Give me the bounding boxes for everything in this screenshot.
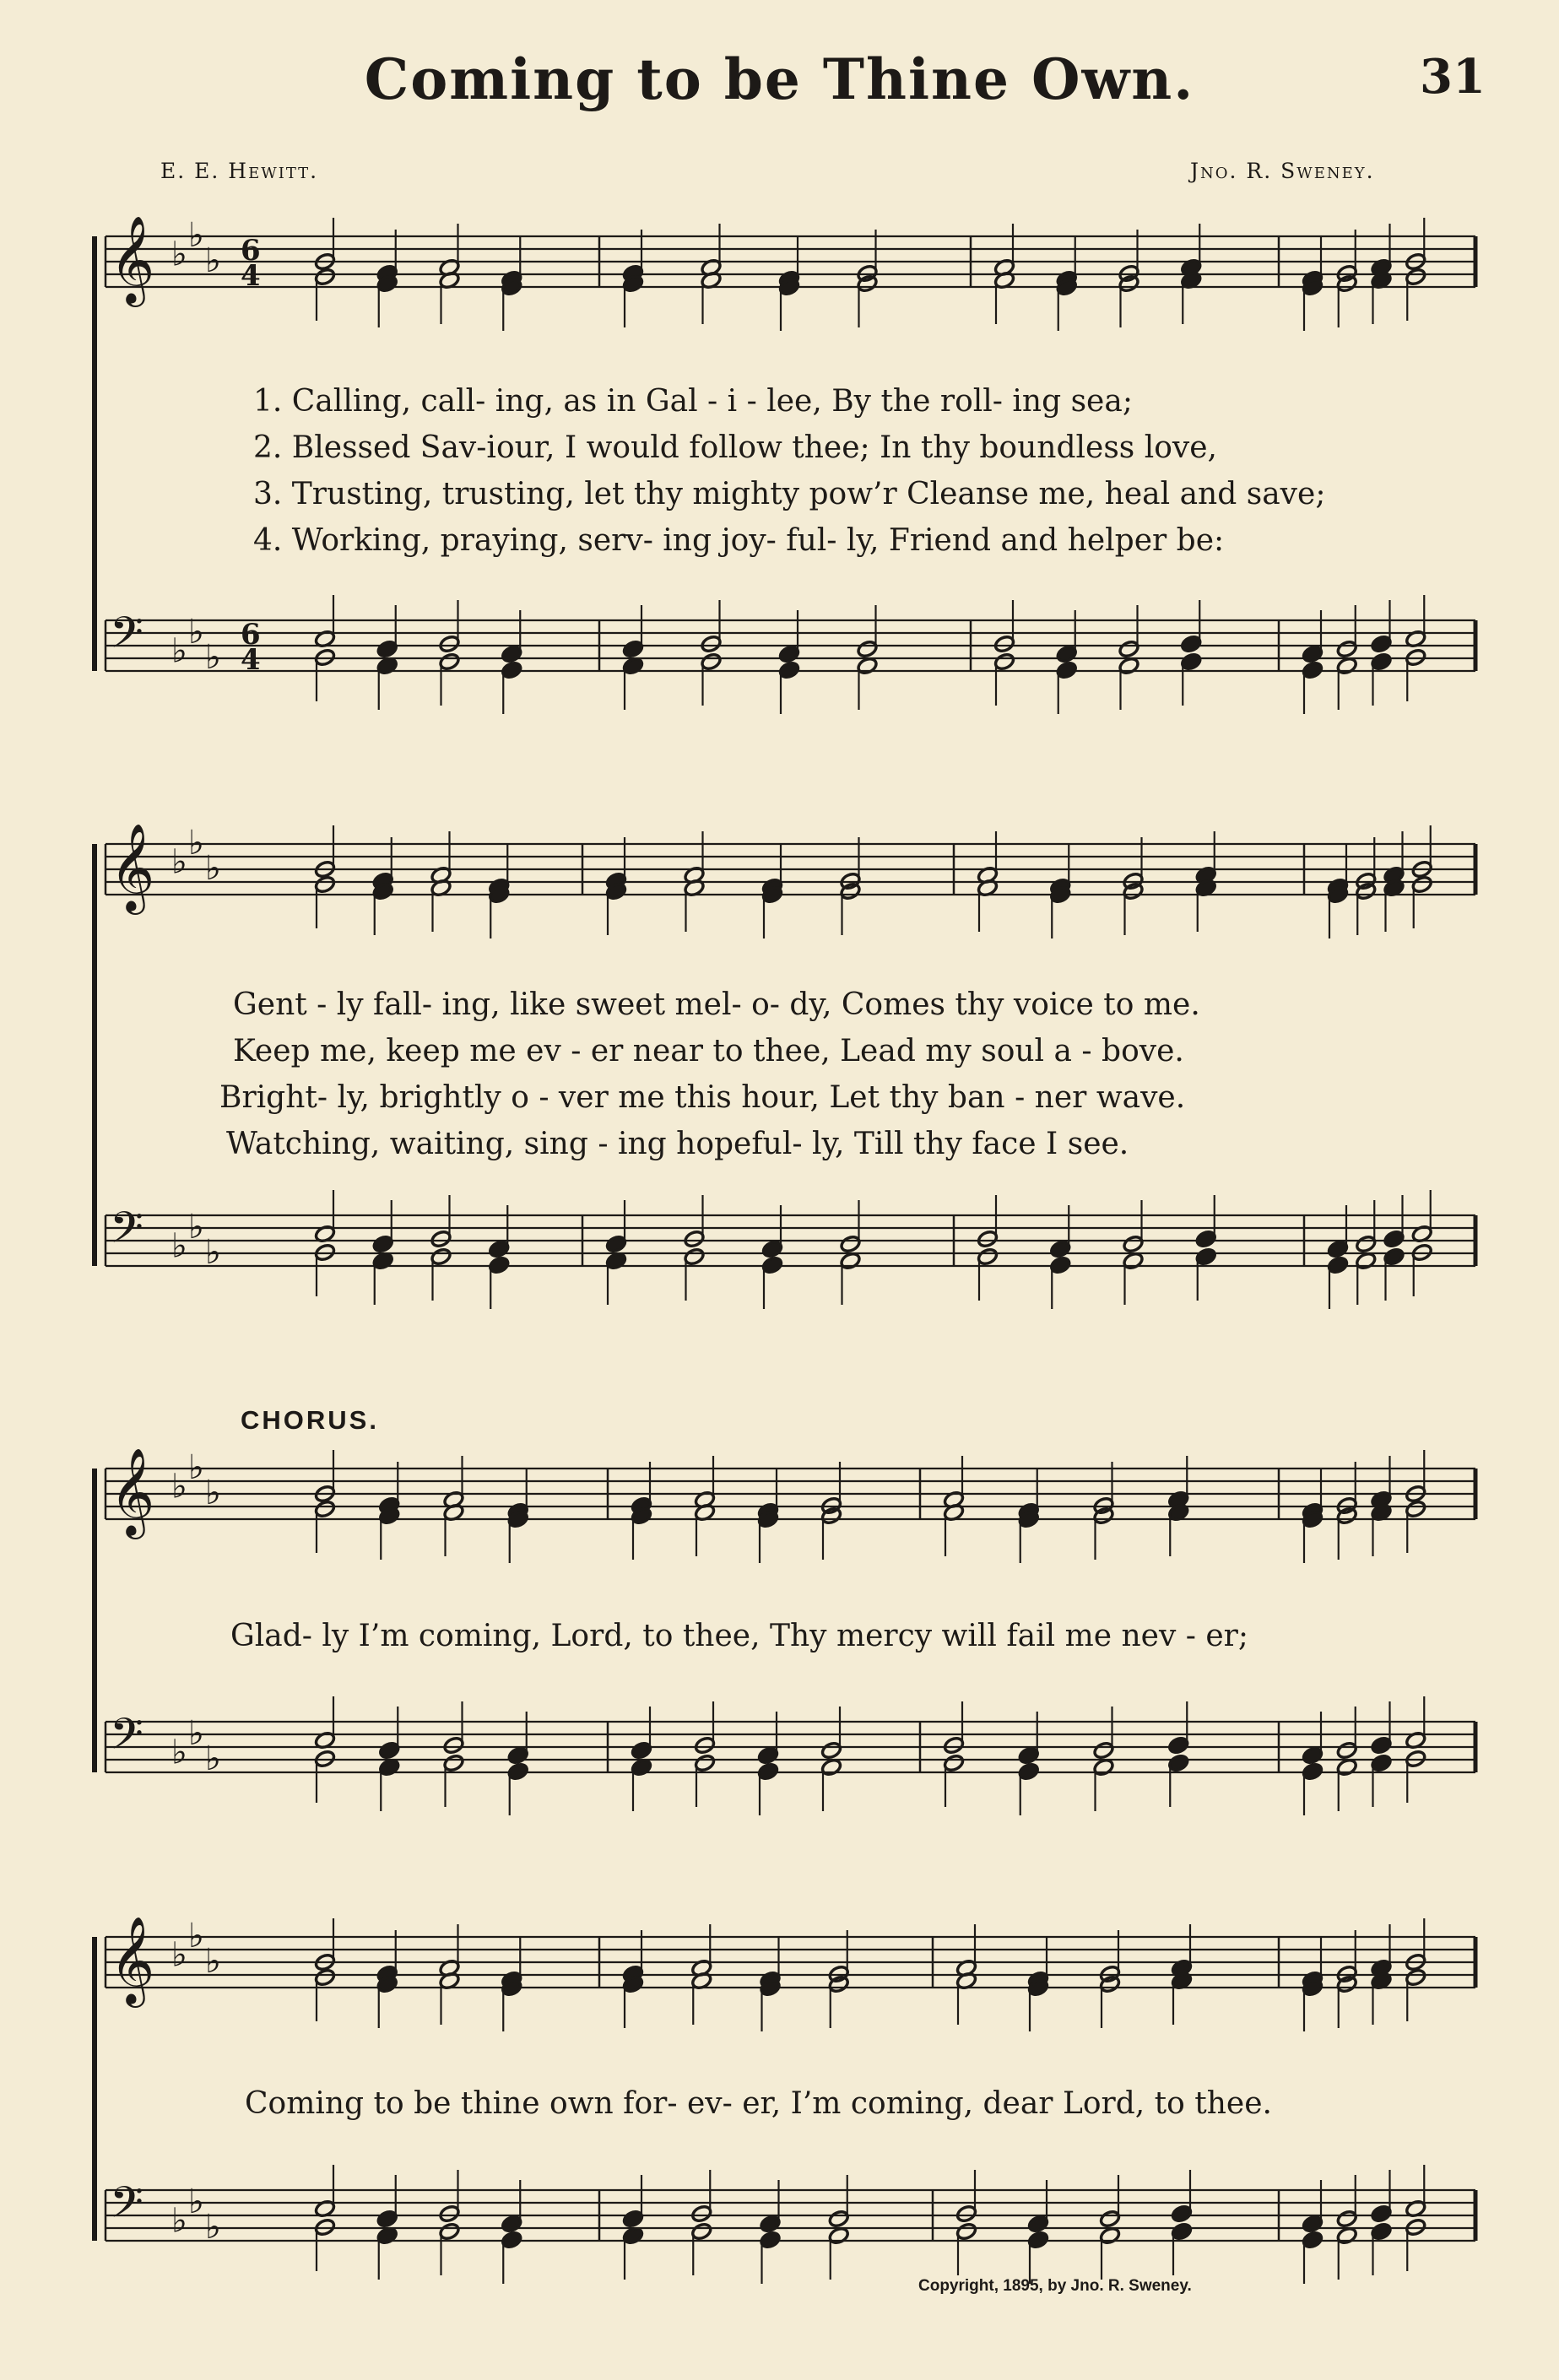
quarter-note [605, 1252, 627, 1305]
quarter-note [778, 661, 800, 714]
half-note [430, 879, 452, 932]
half-note [1411, 825, 1433, 879]
quarter-note [622, 1975, 644, 2028]
quarter-note [378, 1462, 400, 1515]
quarter-note [376, 1975, 398, 2028]
quarter-note [372, 837, 394, 890]
flat-sign-icon: ♭ [171, 1935, 187, 1975]
half-note [438, 1924, 460, 1977]
half-note [683, 879, 705, 932]
quarter-note [1195, 831, 1217, 884]
page-number: 31 [1420, 49, 1486, 105]
time-signature-bottom: 4 [241, 259, 261, 293]
treble-clef-icon: 𝄞 [110, 215, 155, 304]
quarter-note [1383, 831, 1405, 884]
quarter-note [778, 278, 800, 331]
quarter-note [1056, 278, 1078, 331]
verse2-line-1: Gent - ly fall- ing, like sweet mel- o- dy, Comes thy voice to me. [233, 987, 1200, 1022]
treble-clef-icon: 𝄞 [110, 1447, 155, 1536]
quarter-note [507, 1762, 529, 1815]
half-note [1118, 657, 1139, 710]
quarter-note [376, 230, 398, 283]
half-note [314, 218, 336, 271]
half-note [690, 1972, 712, 2025]
quarter-note [1370, 271, 1392, 324]
flat-sign-icon: ♭ [188, 216, 204, 255]
quarter-note [501, 1978, 522, 2031]
half-note [977, 1247, 999, 1301]
quarter-note [1167, 1456, 1189, 1509]
half-note [1336, 274, 1358, 327]
half-note [700, 271, 722, 324]
quarter-note [376, 274, 398, 327]
quarter-note [501, 2231, 522, 2284]
quarter-note [761, 1256, 783, 1309]
half-note [683, 1247, 705, 1301]
quarter-note [1302, 661, 1324, 714]
quarter-note [1049, 885, 1071, 938]
quarter-note [1383, 1247, 1405, 1301]
quarter-note [631, 1707, 652, 1760]
half-note [1099, 2175, 1121, 2228]
flat-sign-icon: ♭ [171, 2201, 187, 2241]
quarter-note [605, 837, 627, 890]
quarter-note [1302, 2180, 1324, 2233]
quarter-note [1195, 1247, 1217, 1301]
quarter-note [488, 1205, 510, 1258]
half-note [856, 657, 878, 710]
quarter-note [1195, 879, 1217, 932]
half-note [1092, 1707, 1114, 1760]
flat-sign-icon: ♭ [171, 842, 187, 882]
half-note [1405, 1750, 1426, 1803]
quarter-note [1018, 1510, 1040, 1563]
half-note [694, 1754, 716, 1807]
half-note [1405, 595, 1426, 648]
treble-clef-icon: 𝄞 [110, 823, 155, 911]
quarter-note [622, 274, 644, 327]
half-note [438, 224, 460, 277]
half-note [314, 2165, 336, 2218]
half-note [856, 274, 878, 327]
flat-sign-icon: ♭ [188, 613, 204, 652]
half-note [943, 1754, 965, 1807]
quarter-note [1370, 652, 1392, 706]
half-note [1355, 1252, 1377, 1305]
flat-sign-icon: ♭ [205, 1942, 221, 1981]
half-note [314, 825, 336, 879]
flat-sign-icon: ♭ [171, 1467, 187, 1506]
half-note [438, 2222, 460, 2275]
quarter-note [1370, 1456, 1392, 1509]
half-note [430, 831, 452, 884]
half-note [839, 882, 861, 935]
bass-clef-icon: 𝄢 [110, 1708, 143, 1770]
half-note [430, 1247, 452, 1301]
half-note [442, 1456, 464, 1509]
half-note [694, 1503, 716, 1556]
quarter-note [631, 1758, 652, 1811]
quarter-note [1370, 1972, 1392, 2025]
quarter-note [757, 1712, 779, 1765]
quarter-note [1302, 1510, 1324, 1563]
quarter-note [622, 2226, 644, 2280]
half-note [438, 271, 460, 324]
half-note [1355, 882, 1377, 935]
half-note [1405, 1696, 1426, 1750]
half-note [1092, 1506, 1114, 1560]
quarter-note [1171, 2222, 1193, 2275]
quarter-note [376, 2226, 398, 2280]
half-note [1411, 1243, 1433, 1296]
quarter-note [1383, 1195, 1405, 1248]
half-note [993, 224, 1015, 277]
quarter-note [1302, 2231, 1324, 2284]
half-note [1405, 2165, 1426, 2218]
verse2-line-4: Watching, waiting, sing - ing hopeful- ly, Till thy face I see. [226, 1127, 1129, 1161]
half-note [993, 271, 1015, 324]
quarter-note [1302, 1978, 1324, 2031]
half-note [993, 652, 1015, 706]
bass-clef-icon: 𝄢 [110, 2177, 143, 2238]
half-note [943, 1456, 965, 1509]
half-note [1336, 605, 1358, 658]
quarter-note [759, 2180, 781, 2233]
half-note [820, 1758, 842, 1811]
flat-sign-icon: ♭ [205, 849, 221, 888]
half-note [856, 605, 878, 658]
half-note [955, 1924, 977, 1977]
half-note [828, 1975, 850, 2028]
hymn-title: Coming to be Thine Own. [364, 46, 1195, 112]
quarter-note [372, 882, 394, 935]
half-note [314, 2218, 336, 2271]
verse-line-2: 2. Blessed Sav-iour, I would follow thee; In thy boundless love, [253, 430, 1217, 465]
half-note [828, 2175, 850, 2228]
verse-line-3: 3. Trusting, trusting, let thy mighty pow’r Cleanse me, heal and save; [253, 477, 1326, 511]
half-note [690, 2222, 712, 2275]
verse-line-1: 1. Calling, call- ing, as in Gal - i - lee, By the roll- ing sea; [253, 384, 1133, 419]
quarter-note [1180, 652, 1202, 706]
flat-sign-icon: ♭ [188, 824, 204, 863]
quarter-note [1370, 1503, 1392, 1556]
quarter-note [488, 885, 510, 938]
quarter-note [376, 1930, 398, 1983]
half-note [1118, 274, 1139, 327]
flat-sign-icon: ♭ [188, 1448, 204, 1487]
quarter-note [757, 1510, 779, 1563]
flat-sign-icon: ♭ [188, 1208, 204, 1247]
quarter-note [1056, 610, 1078, 663]
half-note [438, 652, 460, 706]
quarter-note [1370, 1701, 1392, 1755]
half-note [1405, 1918, 1426, 1972]
time-signature-top: 6 [241, 234, 261, 268]
quarter-note [1370, 224, 1392, 277]
quarter-note [501, 661, 522, 714]
quarter-note [501, 610, 522, 663]
quarter-note [1327, 1256, 1349, 1309]
half-note [700, 224, 722, 277]
quarter-note [1302, 610, 1324, 663]
quarter-note [1327, 885, 1349, 938]
half-note [1118, 605, 1139, 658]
quarter-note [1171, 1972, 1193, 2025]
flat-sign-icon: ♭ [171, 631, 187, 671]
half-note [1099, 1975, 1121, 2028]
quarter-note [1383, 879, 1405, 932]
quarter-note [378, 1506, 400, 1560]
verse2-line-3: Bright- ly, brightly o - ver me this hour, Let thy ban - ner wave. [219, 1080, 1186, 1115]
half-note [1405, 1450, 1426, 1503]
quarter-note [376, 605, 398, 658]
quarter-note [1370, 600, 1392, 653]
quarter-note [378, 1758, 400, 1811]
half-note [977, 831, 999, 884]
flat-sign-icon: ♭ [188, 1917, 204, 1955]
half-note [839, 1200, 861, 1253]
half-note [1405, 2218, 1426, 2271]
half-note [1122, 1200, 1144, 1253]
half-note [442, 1754, 464, 1807]
quarter-note [1195, 1195, 1217, 1248]
half-note [1405, 648, 1426, 701]
quarter-note [778, 610, 800, 663]
chorus-label: CHORUS. [241, 1405, 379, 1435]
verse-line-4: 4. Working, praying, serv- ing joy- ful- ly, Friend and helper be: [253, 523, 1225, 558]
half-note [1355, 1200, 1377, 1253]
quarter-note [759, 2231, 781, 2284]
half-note [1336, 1975, 1358, 2028]
flat-sign-icon: ♭ [171, 1733, 187, 1772]
quarter-note [631, 1462, 652, 1515]
half-note [1099, 2226, 1121, 2280]
quarter-note [1167, 1754, 1189, 1807]
quarter-note [1027, 1978, 1049, 2031]
flat-sign-icon: ♭ [205, 638, 221, 677]
quarter-note [1370, 2170, 1392, 2223]
quarter-note [622, 1930, 644, 1983]
half-note [1122, 882, 1144, 935]
bass-clef-icon: 𝄢 [110, 1202, 143, 1263]
half-note [1092, 1758, 1114, 1811]
half-note [314, 1243, 336, 1296]
half-note [820, 1506, 842, 1560]
quarter-note [1180, 600, 1202, 653]
quarter-note [1027, 2231, 1049, 2284]
half-note [977, 879, 999, 932]
half-note [683, 831, 705, 884]
half-note [1411, 1190, 1433, 1243]
time-signature-bottom: 4 [241, 643, 261, 677]
chorus-line-1: Glad- ly I’m coming, Lord, to thee, Thy mercy will fail me nev - er; [230, 1619, 1249, 1653]
quarter-note [1018, 1712, 1040, 1765]
half-note [690, 1924, 712, 1977]
quarter-note [761, 1205, 783, 1258]
bass-clef-icon: 𝄢 [110, 607, 143, 668]
quarter-note [1180, 224, 1202, 277]
quarter-note [605, 882, 627, 935]
half-note [943, 1503, 965, 1556]
quarter-note [488, 1256, 510, 1309]
quarter-note [501, 278, 522, 331]
quarter-note [1171, 1924, 1193, 1977]
half-note [314, 1918, 336, 1972]
quarter-note [1302, 1712, 1324, 1765]
half-note [314, 1450, 336, 1503]
quarter-note [1167, 1503, 1189, 1556]
half-note [1336, 1506, 1358, 1560]
half-note [314, 1190, 336, 1243]
half-note [955, 2222, 977, 2275]
half-note [314, 648, 336, 701]
flat-sign-icon: ♭ [188, 2183, 204, 2221]
composer-credit: Jno. R. Sweney. [1190, 159, 1375, 183]
half-note [442, 1503, 464, 1556]
flat-sign-icon: ♭ [188, 1714, 204, 1753]
treble-clef-icon: 𝄞 [110, 1916, 155, 2004]
half-note [955, 1972, 977, 2025]
quarter-note [622, 605, 644, 658]
quarter-note [1171, 2170, 1193, 2223]
half-note [700, 652, 722, 706]
half-note [314, 595, 336, 648]
quarter-note [1302, 278, 1324, 331]
half-note [314, 1750, 336, 1803]
verse2-line-2: Keep me, keep me ev - er near to thee, Lead my soul a - bove. [233, 1034, 1184, 1068]
quarter-note [507, 1712, 529, 1765]
half-note [438, 1972, 460, 2025]
flat-sign-icon: ♭ [171, 235, 187, 274]
quarter-note [622, 2175, 644, 2228]
flat-sign-icon: ♭ [205, 241, 221, 280]
quarter-note [1180, 271, 1202, 324]
half-note [1405, 218, 1426, 271]
half-note [314, 1696, 336, 1750]
time-signature-top: 6 [241, 618, 261, 652]
quarter-note [1167, 1701, 1189, 1755]
half-note [1336, 2226, 1358, 2280]
quarter-note [1327, 1205, 1349, 1258]
quarter-note [1370, 1754, 1392, 1807]
flat-sign-icon: ♭ [205, 1233, 221, 1272]
half-note [1336, 2175, 1358, 2228]
half-note [1122, 1252, 1144, 1305]
quarter-note [376, 2175, 398, 2228]
flat-sign-icon: ♭ [205, 1739, 221, 1778]
quarter-note [372, 1200, 394, 1253]
quarter-note [759, 1978, 781, 2031]
copyright-notice: Copyright, 1895, by Jno. R. Sweney. [918, 2277, 1192, 2295]
flat-sign-icon: ♭ [205, 2208, 221, 2247]
half-note [1336, 1758, 1358, 1811]
quarter-note [376, 657, 398, 710]
quarter-note [1370, 2222, 1392, 2275]
quarter-note [622, 657, 644, 710]
quarter-note [1302, 1762, 1324, 1815]
lyricist-credit: E. E. Hewitt. [160, 159, 319, 183]
quarter-note [761, 885, 783, 938]
half-note [694, 1456, 716, 1509]
half-note [839, 1252, 861, 1305]
quarter-note [1049, 1256, 1071, 1309]
flat-sign-icon: ♭ [205, 1474, 221, 1512]
flat-sign-icon: ♭ [171, 1226, 187, 1266]
quarter-note [1018, 1762, 1040, 1815]
quarter-note [507, 1510, 529, 1563]
half-note [1336, 1707, 1358, 1760]
quarter-note [1056, 661, 1078, 714]
quarter-note [757, 1762, 779, 1815]
quarter-note [605, 1200, 627, 1253]
quarter-note [622, 230, 644, 283]
quarter-note [1027, 2180, 1049, 2233]
quarter-note [631, 1506, 652, 1560]
quarter-note [378, 1707, 400, 1760]
quarter-note [1370, 1924, 1392, 1977]
half-note [1336, 657, 1358, 710]
quarter-note [501, 2180, 522, 2233]
quarter-note [372, 1252, 394, 1305]
quarter-note [1049, 1205, 1071, 1258]
half-note [828, 2226, 850, 2280]
chorus-line-2: Coming to be thine own for- ev- er, I’m coming, dear Lord, to thee. [245, 2086, 1272, 2121]
half-note [820, 1707, 842, 1760]
